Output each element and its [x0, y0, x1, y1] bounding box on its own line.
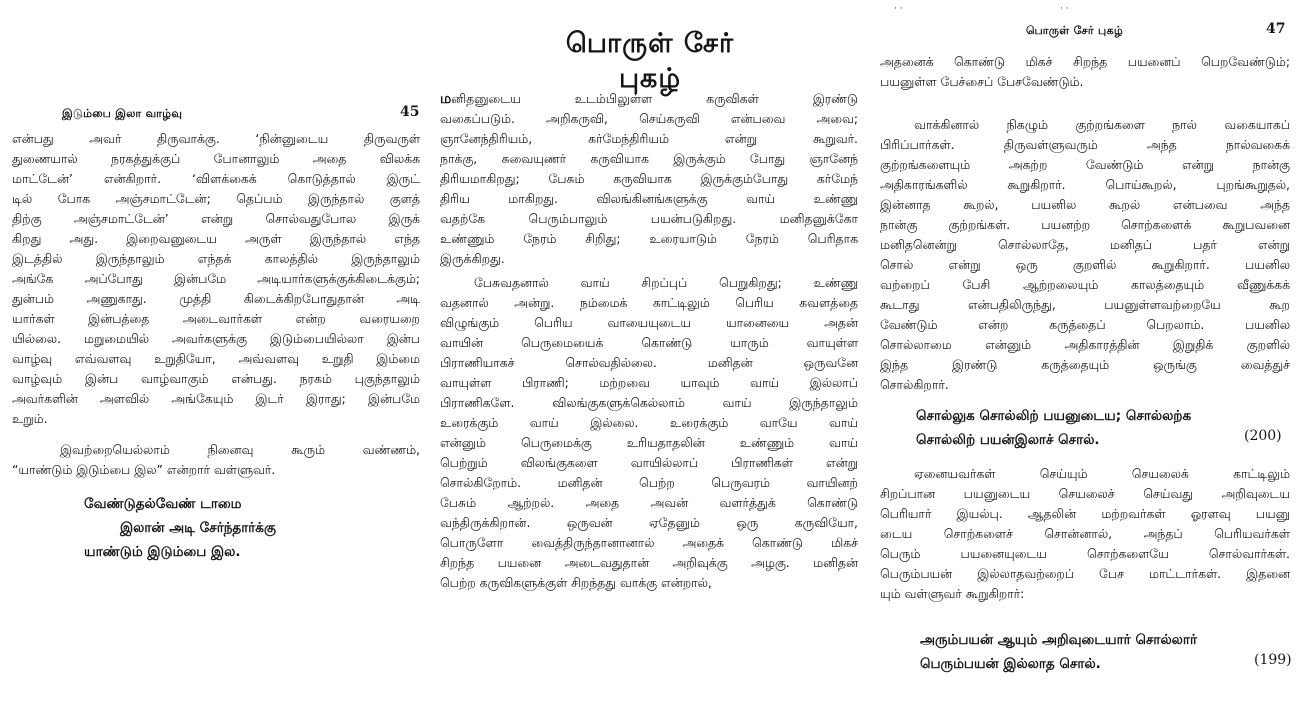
dropcap: ம: [440, 91, 452, 107]
text-line: துணையால் நரகத்துக்குப் போனாலும் அதை விலக்க: [12, 151, 420, 166]
text-line: யும் வள்ளுவர் கூறுகிறார்:: [880, 586, 1025, 601]
text-line: டில் போக அஞ்சமாட்டேன்; தெப்பம் இருந்தால் குளத்: [12, 191, 420, 206]
text-line: உரைக்கும் வாய் இல்லை. உரைக்கும் வாயே வாய்: [440, 415, 858, 430]
kural-verse: [916, 404, 1191, 452]
text-line: நாக்கு, சுவையுணர் கருவியாக இருக்கும் போது ஞானேந்: [440, 151, 858, 166]
text-line: பிரிப்பார்கள். திருவள்ளுவரும் அந்த நால்வகைக்: [880, 137, 1290, 152]
running-head: பொருள் சேர் புகழ்: [1026, 24, 1123, 37]
right-page: [870, 0, 1298, 712]
text-line: பேசுவதனால் வாய் சிறப்புப் பெறுகிறது; உண்ணு: [474, 275, 858, 290]
kural-verse: [84, 492, 276, 564]
kural-line: வேண்டுதல்வேண் டாமை: [84, 496, 242, 512]
text-line: விழுங்கும் பெரிய வாயையுடைய யானையை அதன்: [440, 315, 858, 330]
text-line: பொருளோ வைத்திருந்தானானால் அதைக் கொண்டு மிகச்: [440, 535, 858, 550]
text-line: பயனுள்ள பேச்சைப் பேசவேண்டும்.: [880, 74, 1084, 89]
text-line: என்பது அவர் திருவாக்கு. ‘நின்னுடைய திருவருள்: [12, 131, 420, 146]
running-head: இடும்பை இலா வாழ்வு: [62, 107, 183, 120]
text-line: பெரும் பயனையுடைய சொற்களையே சொல்வார்கள்.: [880, 546, 1290, 561]
paragraph: [880, 52, 1290, 92]
text-line: மாட்டேன்’ என்கிறார். ‘விளக்கைக் கொடுத்தால் இருட்: [12, 171, 420, 186]
middle-page: [430, 0, 870, 712]
text-line: வதனால் அன்று. நம்மைக் காட்டிலும் பெரிய கவளத்தை: [440, 295, 858, 310]
text-line: வாக்கினால் நிகழும் குற்றங்களை நால் வகையாகப்: [914, 117, 1290, 132]
paragraph: [12, 129, 420, 429]
text-line: வாயின் பெருமையைக் கொண்டு யாரும் வாயுள்ள: [440, 335, 858, 350]
text-line: யில்லை. மறுமையில் அவர்களுக்கு இடும்பையில்லா இன்ப: [12, 331, 420, 346]
kural-number: (200): [1244, 428, 1282, 444]
paragraph: [880, 115, 1290, 395]
kural-line: யாண்டும் இடும்பை இல.: [84, 544, 241, 560]
text-line: பேசும் ஆற்றல். அதை அவன் வளர்த்துக் கொண்டு: [440, 495, 858, 510]
page-number: 45: [400, 104, 420, 120]
text-line: சிறப்பான பயனுடைய செயலைச் செய்வது அறிவுடைய: [880, 486, 1290, 501]
text-line: இருக்கிறது.: [440, 251, 505, 266]
kural-line: இலான் அடி சேர்ந்தார்க்கு: [120, 520, 276, 536]
scan-mark: · ·: [1060, 4, 1069, 14]
text-line: சொல்கிறோம். மனிதன் பெற்ற பெருவரம் வாயினற்: [440, 475, 858, 490]
text-line: நான்கு குற்றங்கள். பயனற்ற சொற்களைக் கூறுபவனை: [880, 217, 1290, 232]
text-line: பெற்றும் விலங்குகளை வாயில்லாப் பிராணிகள் என்று: [440, 455, 858, 470]
text-line: யார்கள் இன்பத்தை அடைவார்கள் என்ற வரையறை: [12, 311, 420, 326]
scan-mark: · ·: [894, 4, 903, 14]
text-line: சொல் என்று ஒரு குறளில் கூறுகிறார். பயனில: [880, 257, 1290, 272]
text-line: ஏனையவர்கள் செய்யும் செயலைக் காட்டிலும்: [914, 466, 1290, 481]
text-line: பெரியார் இயல்பு. ஆதலின் மற்றவர்கள் ஓரளவு பயனு: [880, 506, 1290, 521]
text-line: பிராணிகளே. விலங்குகளுக்கெல்லாம் வாய் இருந்தாலும்: [440, 395, 858, 410]
kural-verse: [920, 628, 1197, 676]
text-line: வாழ்வும் இன்ப வாழ்வாகும் என்பது. நரகம் புகுந்தாலும்: [12, 371, 420, 386]
text-line: சொல்லாமை என்னும் அதிகாரத்தின் இறுதிக் குறளில்: [880, 337, 1290, 352]
text-line: அதனைக் கொண்டு மிகச் சிறந்த பயனைப் பெறவேண்டும்;: [880, 54, 1290, 69]
text-line: “யாண்டும் இடும்பை இல” என்றார் வள்ளுவர்.: [12, 462, 276, 477]
text-line: மனிதனென்று சொல்லாதே, மனிதப் பதர் என்று: [880, 237, 1290, 252]
text-line: வேண்டும் என்ற கருத்தைப் பெறலாம். பயனில: [880, 317, 1290, 332]
text-line: வாழ்வு எவ்வளவு உறுதியோ, அவ்வளவு உறுதி இம்மை: [12, 351, 420, 366]
text-line-rest: னிதனுடைய உடம்பிலுள்ள கருவிகள் இரண்டு: [451, 91, 858, 106]
text-line: கூடாது என்பதிலிருந்து, பயனுள்ளவற்றையே கூற: [880, 297, 1290, 312]
kural-line: சொல்லிற் பயன்இலாச் சொல்.: [916, 432, 1100, 448]
text-line: கிறது அது. இறைவனுடைய அருள் இருந்தால் எந்த: [12, 231, 420, 246]
kural-line: பெரும்பயன் இல்லாத சொல்.: [920, 656, 1101, 672]
page-number: 47: [1266, 21, 1286, 37]
text-line: உறும்.: [12, 411, 48, 426]
text-line: இந்த இரண்டு கருத்தையும் ஒருங்கு வைத்துச்: [880, 357, 1290, 372]
text-line: திரியமாகிறது; பேசும் கருவியாக இருக்கும்போது கர்மேந்: [440, 171, 858, 186]
text-line: வற்றைப் பேசி ஆற்றலையும் காலத்தையும் வீணுக்கக்: [880, 277, 1290, 292]
text-line: டைய சொற்களைச் சொன்னால், அந்தப் பெரியவர்கள்: [880, 526, 1290, 541]
paragraph: [440, 273, 858, 593]
text-line: சொல்கிறார்.: [880, 377, 949, 392]
text-line: ஞானேந்திரியம், கர்மேந்திரியம் என்று கூறுவர்.: [440, 131, 858, 146]
text-line: வதற்கே பெரும்பாலும் பயன்படுகிறது. மனிதனுக்கோ: [440, 211, 858, 226]
text-line: திற்கு அஞ்சமாட்டேன்’ என்று சொல்வதுபோல இருக்: [12, 211, 420, 226]
text-line: அவர்களின் அளவில் அங்கேயும் இடர் இராது; இன்பமே: [12, 391, 420, 406]
kural-line: சொல்லுக சொல்லிற் பயனுடைய; சொல்லற்க: [916, 408, 1192, 424]
text-line: இடத்தில் இருந்தாலும் எந்தக் காலத்தில் இருந்தாலும்: [12, 251, 420, 266]
kural-line: அரும்பயன் ஆயும் அறிவுடையார் சொல்லார்: [920, 632, 1197, 648]
text-line: இன்னாத கூறல், பயனில கூறல் என்பவை அந்த: [880, 197, 1290, 212]
chapter-title: பொருள் சேர் புகழ்: [565, 28, 735, 94]
text-line: குற்றங்களையும் அகற்ற வேண்டும் என்று நான்கு: [880, 157, 1290, 172]
text-line: இவற்றையெல்லாம் நினைவு கூரும் வண்ணம்,: [60, 442, 420, 457]
paragraph: [12, 440, 420, 480]
text-line: அதிகாரங்களில் கூறுகிறார். பொய்கூறல், புறங்கூறுதல்,: [880, 177, 1290, 192]
text-line: பெற்ற கருவிகளுக்குள் சிறந்தது வாக்கு என்றால்,: [440, 575, 712, 590]
kural-number: (199): [1254, 652, 1292, 668]
text-line: வந்திருக்கிறான். ஒருவன் ஏதேனும் ஒரு கருவியோ,: [440, 515, 858, 530]
paragraph: [440, 89, 858, 269]
text-line: துன்பம் அணுகாது. முத்தி கிடைக்கிறபோதுதான் அடி: [12, 291, 420, 306]
text-line: சிறந்த பயனை அடைவதுதான் அறிவுக்கு அழகு. மனிதன்: [440, 555, 858, 570]
text-line: பிராணியாகச் சொல்வதில்லை. மனிதன் ஒருவனே: [440, 355, 858, 370]
text-line: திரிய மாகிறது. விலங்கினங்களுக்கு வாய் உண்ணு: [440, 191, 858, 206]
text-line: அங்கே அப்போது இன்பமே அடியார்களுக்குக்கிடைக்கும்;: [12, 271, 420, 286]
text-line: வகைப்படும். அறிகருவி, செய்கருவி என்பவை அவை;: [440, 111, 858, 126]
text-line: பெரும்பயன் இல்லாதவற்றைப் பேச மாட்டார்கள். இதனை: [880, 566, 1290, 581]
paragraph: [880, 464, 1290, 604]
left-page: [0, 0, 430, 712]
text-line: உண்ணும் நேரம் சிறிது; உரையாடும் நேரம் பெரிதாக: [440, 231, 858, 246]
text-line: என்னும் பெருமைக்கு உரியதாதலின் உண்ணும் வாய்: [440, 435, 858, 450]
text-line: வாயுள்ள பிராணி; மற்றவை யாவும் வாய் இல்லாப்: [440, 375, 858, 390]
text-line: [440, 89, 858, 109]
